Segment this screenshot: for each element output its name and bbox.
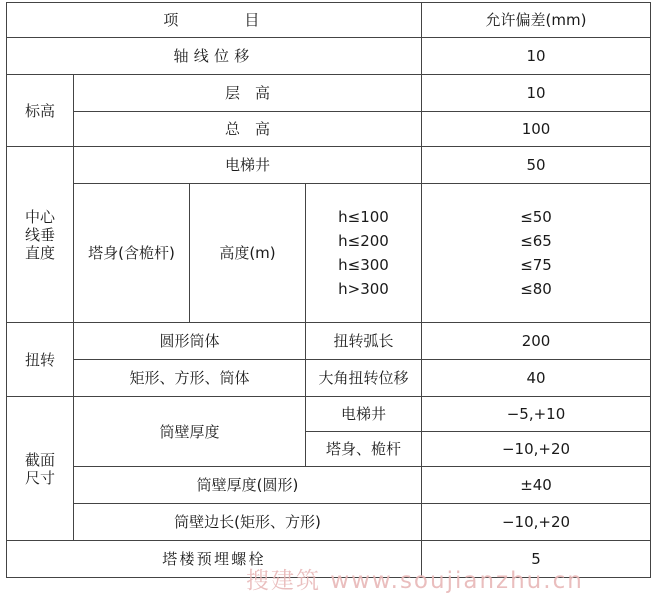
section-wall-round-value: ±40 xyxy=(422,467,651,504)
section-wall-round-row xyxy=(7,467,651,504)
vertical-limits xyxy=(422,184,651,323)
torsion-round-row xyxy=(7,323,651,360)
section-tower-value: −10,+20 xyxy=(422,432,651,467)
elevation-floor-row xyxy=(7,75,651,112)
condition-item: h≤300 xyxy=(338,256,389,274)
watermark: 搜建筑 www.soujianzhu.cn xyxy=(246,568,584,594)
elevation-floor-value: 10 xyxy=(422,75,651,112)
torsion-rect-row xyxy=(7,360,651,397)
section-wall-side-value: −10,+20 xyxy=(422,504,651,541)
limit-item: ≤75 xyxy=(520,256,552,274)
torsion-round-label: 圆形筒体 xyxy=(74,323,306,360)
section-wall-side-row xyxy=(7,504,651,541)
section-elevator-row xyxy=(7,397,651,432)
elevation-total-label: 总 高 xyxy=(74,112,422,147)
torsion-group: 扭转 xyxy=(7,323,74,397)
header-row xyxy=(7,3,651,38)
header-item: 项 目 xyxy=(7,3,422,38)
torsion-round-value: 200 xyxy=(422,323,651,360)
vertical-elevator-value: 50 xyxy=(422,147,651,184)
axis-value: 10 xyxy=(422,38,651,75)
elevation-total-value: 100 xyxy=(422,112,651,147)
torsion-round-measure: 扭转弧长 xyxy=(306,323,422,360)
section-group-line-1: 截面 xyxy=(24,450,55,469)
bolts-value: 5 xyxy=(422,541,651,578)
vertical-elevator-row xyxy=(7,147,651,184)
limit-item: ≤80 xyxy=(520,280,552,298)
torsion-rect-value: 40 xyxy=(422,360,651,397)
section-elevator-label: 电梯井 xyxy=(306,397,422,432)
elevation-floor-label: 层 高 xyxy=(74,75,422,112)
section-wall-label: 筒壁厚度 xyxy=(74,397,306,467)
axis-row xyxy=(7,38,651,75)
torsion-rect-measure: 大角扭转位移 xyxy=(306,360,422,397)
vertical-tower-label: 塔身(含桅杆) xyxy=(74,184,190,323)
limit-item: ≤50 xyxy=(520,208,552,226)
torsion-rect-label: 矩形、方形、筒体 xyxy=(74,360,306,397)
condition-item: h≤200 xyxy=(338,232,389,250)
section-group-line-2: 尺寸 xyxy=(24,468,55,487)
vertical-height-label: 高度(m) xyxy=(190,184,306,323)
vertical-group-line-2: 线垂 xyxy=(24,225,55,244)
axis-label: 轴线位移 xyxy=(7,38,422,75)
section-group xyxy=(7,397,74,541)
section-wall-round-label: 筒壁厚度(圆形) xyxy=(74,467,422,504)
vertical-group-line-3: 直度 xyxy=(24,243,55,262)
header-tolerance: 允许偏差(mm) xyxy=(422,3,651,38)
section-elevator-value: −5,+10 xyxy=(422,397,651,432)
vertical-group-line-1: 中心 xyxy=(24,207,55,226)
condition-item: h≤100 xyxy=(338,208,389,226)
section-wall-side-label: 筒壁边长(矩形、方形) xyxy=(74,504,422,541)
limit-item: ≤65 xyxy=(520,232,552,250)
bolts-label: 塔楼预埋螺栓 xyxy=(7,541,422,578)
section-tower-label: 塔身、桅杆 xyxy=(306,432,422,467)
vertical-elevator-label: 电梯井 xyxy=(74,147,422,184)
elevation-total-row xyxy=(7,112,651,147)
vertical-tower-row xyxy=(7,184,651,323)
tolerance-table xyxy=(6,2,651,578)
vertical-group xyxy=(7,147,74,323)
vertical-conditions xyxy=(306,184,422,323)
condition-item: h>300 xyxy=(338,280,389,298)
elevation-group: 标高 xyxy=(7,75,74,147)
